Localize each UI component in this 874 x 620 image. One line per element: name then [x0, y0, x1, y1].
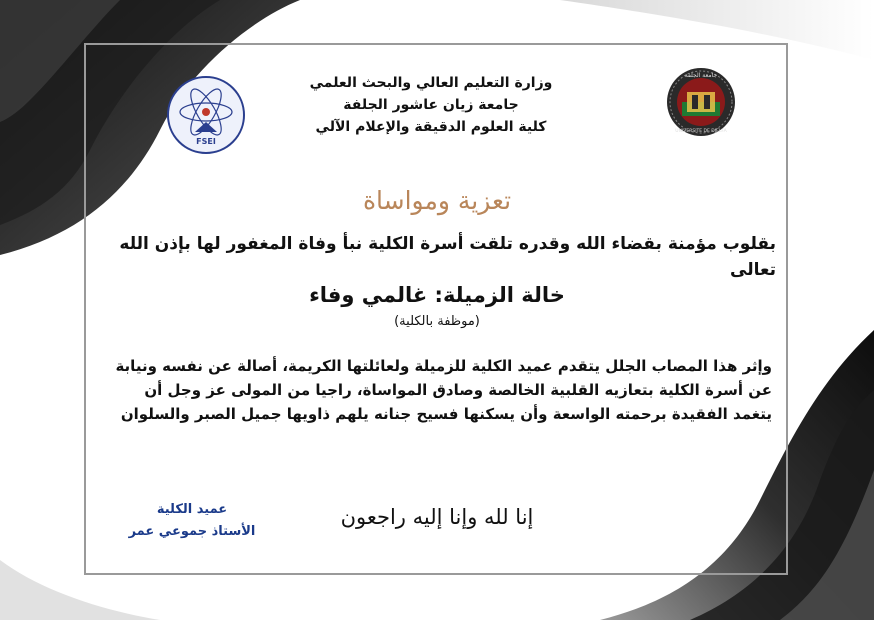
dean-title: عميد الكلية	[156, 502, 228, 517]
university-logo-text-top: جامعة الجلفة	[684, 72, 718, 79]
dean-signature	[104, 499, 280, 543]
university-logo-text-bottom: UNIVERSITE DE DJELFA	[675, 129, 727, 134]
ministry-name: وزارة التعليم العالي والبحث العلمي	[309, 75, 553, 91]
faculty-name: كلية العلوم الدقيقة والإعلام الآلي	[315, 119, 547, 135]
notice-title: تعزية ومواساة	[362, 186, 512, 215]
dean-name: الأستاذ جموعي عمر	[128, 524, 256, 539]
colleague-role: (موظفة بالكلية)	[394, 314, 480, 329]
faculty-logo	[165, 74, 247, 156]
notice-body: وإثر هذا المصاب الجلل يتقدم عميد الكلية للزميلة ولعائلتها الكريمة، أصالة عن نفسه ونيابة عن أسرة الكلية بتعازيه القلبية الخالصة وصادق المواساة، راجيا من المولى عز وجل أن يتغمد الفقيدة برحمته الواسعة وأن يسكنها فسيح جنانه يلهم ذاويها جميل الصبر والسلوان	[115, 357, 772, 423]
quran-verse: إنا لله وإنا إليه راجعون	[340, 505, 534, 529]
university-name: جامعة زيان عاشور الجلفة	[343, 97, 519, 113]
university-logo	[665, 66, 737, 138]
colleague-name: خالة الزميلة: غالمي وفاء	[309, 283, 565, 307]
notice-intro: بقلوب مؤمنة بقضاء الله وقدره تلقت أسرة الكلية نبأ وفاة المغفور لها بإذن الله تعالى	[119, 234, 776, 280]
institution-header	[290, 72, 572, 138]
faculty-logo-text: FSEI	[196, 137, 216, 146]
